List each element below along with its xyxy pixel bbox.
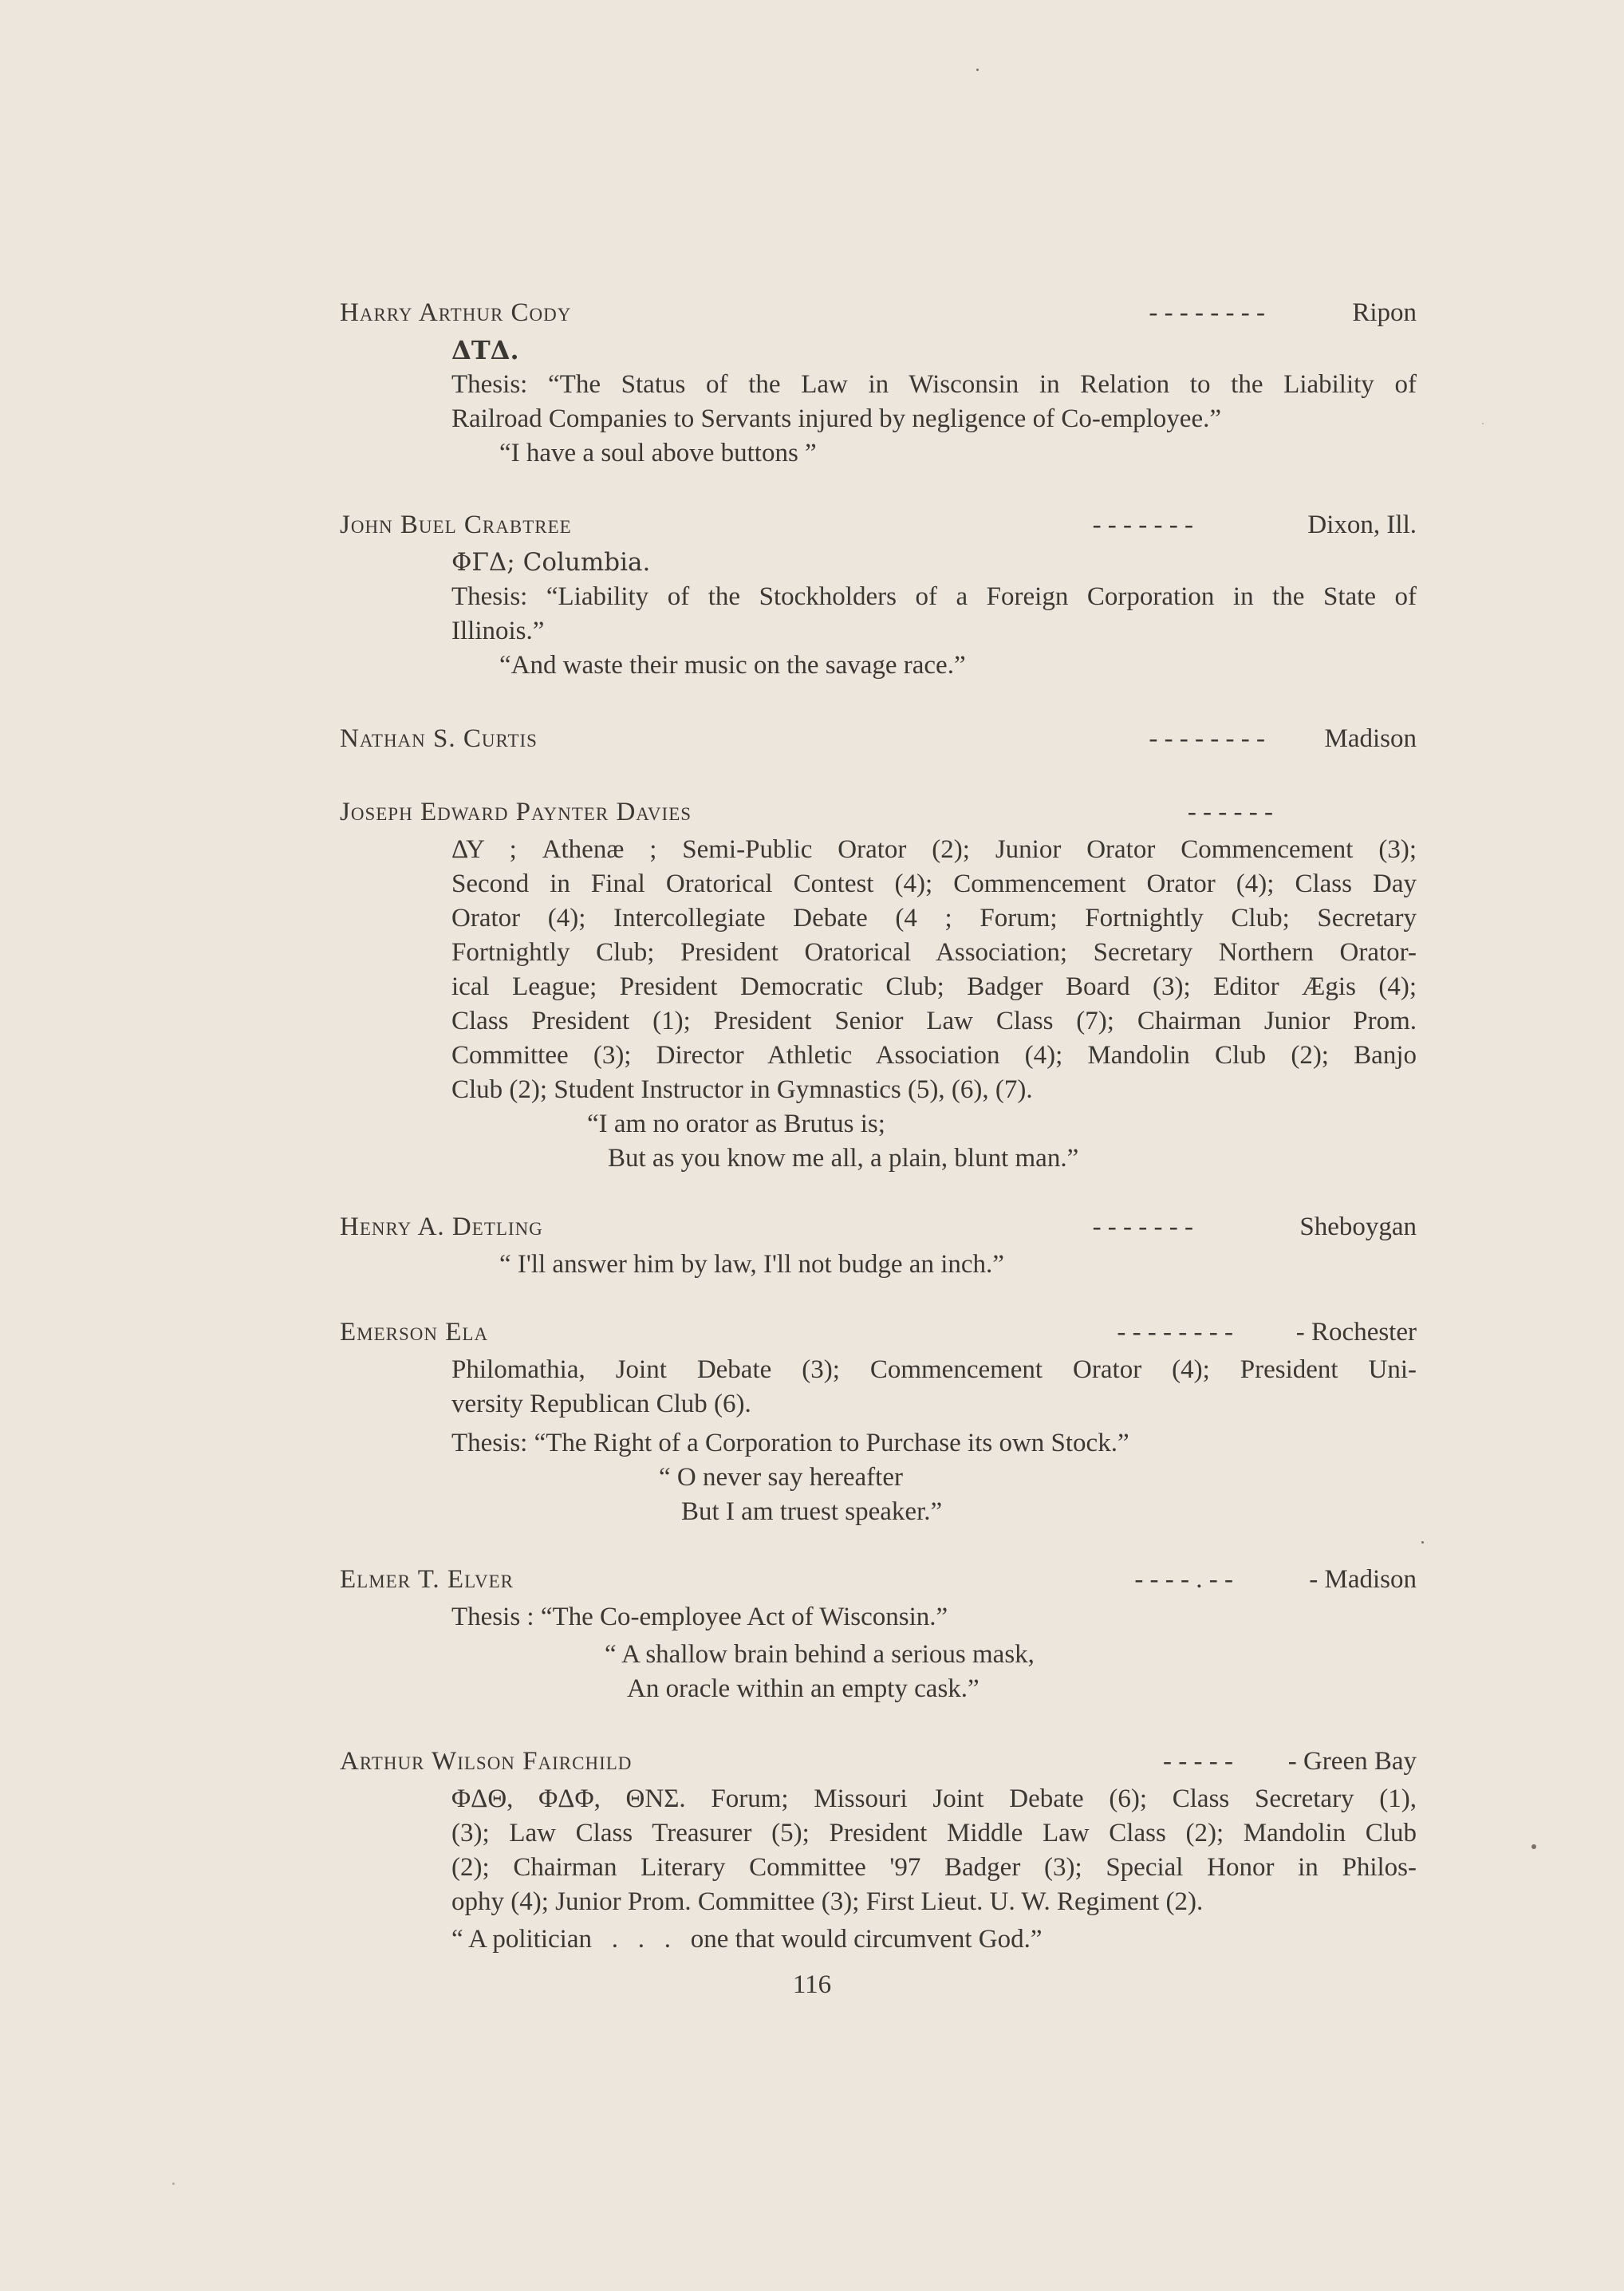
entry-heading (340, 1206, 1417, 1248)
honors-line: (2); Chairman Literary Committee '97 Badger (3); Special Honor in Philos- (451, 1853, 1417, 1882)
leader-dashes: - - - - - - - (1092, 1213, 1193, 1241)
entry-heading (340, 1559, 1417, 1600)
entry-heading (340, 718, 1417, 759)
paper-speck (976, 69, 979, 71)
student-name: Harry Arthur Cody (340, 298, 572, 327)
hometown: Sheboygan (1299, 1213, 1417, 1241)
honors-line: ΦΔΘ, ΦΔΦ, ΘΝΣ. Forum; Missouri Joint Debate (6); Class Secretary (1), (451, 1784, 1417, 1813)
honors-line: Club (2); Student Instructor in Gymnastics (5), (6), (7). (451, 1075, 1033, 1104)
student-name: Henry A. Detling (340, 1213, 543, 1241)
leader-dashes: - - - - - - (1187, 798, 1273, 826)
student-entry-crabtree (340, 504, 1417, 683)
motto-quote: “ A politician . . . one that would circumvent God.” (451, 1925, 1043, 1954)
motto-quote: “ O never say hereafter (659, 1463, 903, 1492)
honors-line: ΔΥ ; Athenæ ; Semi-Public Orator (2); Junior Orator Commencement (3); (451, 835, 1417, 864)
entry-heading (340, 504, 1417, 546)
honors-line: versity Republican Club (6). (451, 1390, 751, 1418)
honors-line: ical League; President Democratic Club; Badger Board (3); Editor Ægis (4); (451, 972, 1417, 1001)
student-entry-davies (340, 791, 1417, 1176)
leader-dashes: - - - - - - - (1092, 511, 1193, 539)
student-entry-cody (340, 292, 1417, 471)
motto-quote: But as you know me all, a plain, blunt man.” (608, 1144, 1079, 1173)
student-entry-detling (340, 1206, 1417, 1282)
leader-dashes: - - - - - (1163, 1747, 1233, 1776)
student-entry-curtis (340, 718, 1417, 759)
paper-speck (1421, 1541, 1424, 1544)
student-name: Emerson Ela (340, 1318, 489, 1347)
student-entry-ela (340, 1311, 1417, 1529)
paper-speck (1531, 1844, 1536, 1849)
paper-speck (172, 2183, 175, 2185)
entry-heading (340, 1741, 1417, 1782)
page-number: 116 (792, 1970, 832, 1999)
hometown: - Green Bay (1287, 1747, 1417, 1776)
entry-heading (340, 1311, 1417, 1353)
thesis-line: Illinois.” (451, 617, 545, 645)
leader-dashes: - - - - - - - - (1149, 298, 1265, 327)
hometown: Dixon, Ill. (1307, 511, 1417, 539)
entry-heading (340, 292, 1417, 333)
student-name: Nathan S. Curtis (340, 724, 538, 753)
honors-line: Orator (4); Intercollegiate Debate (4 ; Forum; Fortnightly Club; Secretary (451, 904, 1417, 933)
honors-line: (3); Law Class Treasurer (5); President Middle Law Class (2); Mandolin Club (451, 1819, 1417, 1847)
entry-heading (340, 791, 1417, 833)
student-name: Elmer T. Elver (340, 1565, 514, 1594)
hometown: - Madison (1309, 1565, 1417, 1594)
leader-dashes: - - - - - - - - (1117, 1318, 1233, 1347)
fraternity-line: ΦΓΔ; Columbia. (451, 548, 651, 577)
motto-quote: An oracle within an empty cask.” (627, 1674, 980, 1703)
student-name: John Buel Crabtree (340, 511, 572, 539)
hometown: - Rochester (1295, 1318, 1417, 1347)
fraternity-line: ΔΤΔ. (451, 335, 519, 365)
student-entry-fairchild (340, 1741, 1417, 1957)
thesis-line: Thesis: “The Status of the Law in Wisconsin in Relation to the Liability of (451, 370, 1417, 399)
motto-quote: “ I'll answer him by law, I'll not budge an inch.” (499, 1250, 1004, 1279)
student-entry-elver (340, 1559, 1417, 1706)
leader-dashes: - - - - - - - - (1149, 724, 1265, 753)
paper-speck (1482, 423, 1484, 424)
leader-dashes: - - - - . - - (1134, 1565, 1233, 1594)
thesis-line: Thesis : “The Co-employee Act of Wisconsin.” (451, 1603, 948, 1631)
motto-quote: “I am no orator as Brutus is; (587, 1110, 885, 1138)
thesis-line: Railroad Companies to Servants injured by negligence of Co-employee.” (451, 404, 1221, 433)
honors-line: Fortnightly Club; President Oratorical Association; Secretary Northern Orator- (451, 938, 1417, 967)
honors-line: ophy (4); Junior Prom. Committee (3); First Lieut. U. W. Regiment (2). (451, 1887, 1204, 1916)
honors-line: Second in Final Oratorical Contest (4); Commencement Orator (4); Class Day (451, 869, 1417, 898)
motto-quote: “And waste their music on the savage race.” (499, 651, 966, 680)
motto-quote: “ A shallow brain behind a serious mask, (605, 1640, 1035, 1669)
thesis-line: Thesis: “Liability of the Stockholders of a Foreign Corporation in the State of (451, 582, 1417, 611)
hometown: Ripon (1352, 298, 1417, 327)
motto-quote: But I am truest speaker.” (681, 1497, 943, 1526)
honors-line: Class President (1); President Senior Law Class (7); Chairman Junior Prom. (451, 1007, 1417, 1035)
student-name: Arthur Wilson Fairchild (340, 1747, 633, 1776)
honors-line: Committee (3); Director Athletic Association (4); Mandolin Club (2); Banjo (451, 1041, 1417, 1070)
student-name: Joseph Edward Paynter Davies (340, 798, 692, 826)
motto-quote: “I have a soul above buttons ” (499, 439, 817, 467)
thesis-line: Thesis: “The Right of a Corporation to Purchase its own Stock.” (451, 1429, 1129, 1457)
honors-line: Philomathia, Joint Debate (3); Commencement Orator (4); President Uni- (451, 1355, 1417, 1384)
hometown: Madison (1324, 724, 1417, 753)
